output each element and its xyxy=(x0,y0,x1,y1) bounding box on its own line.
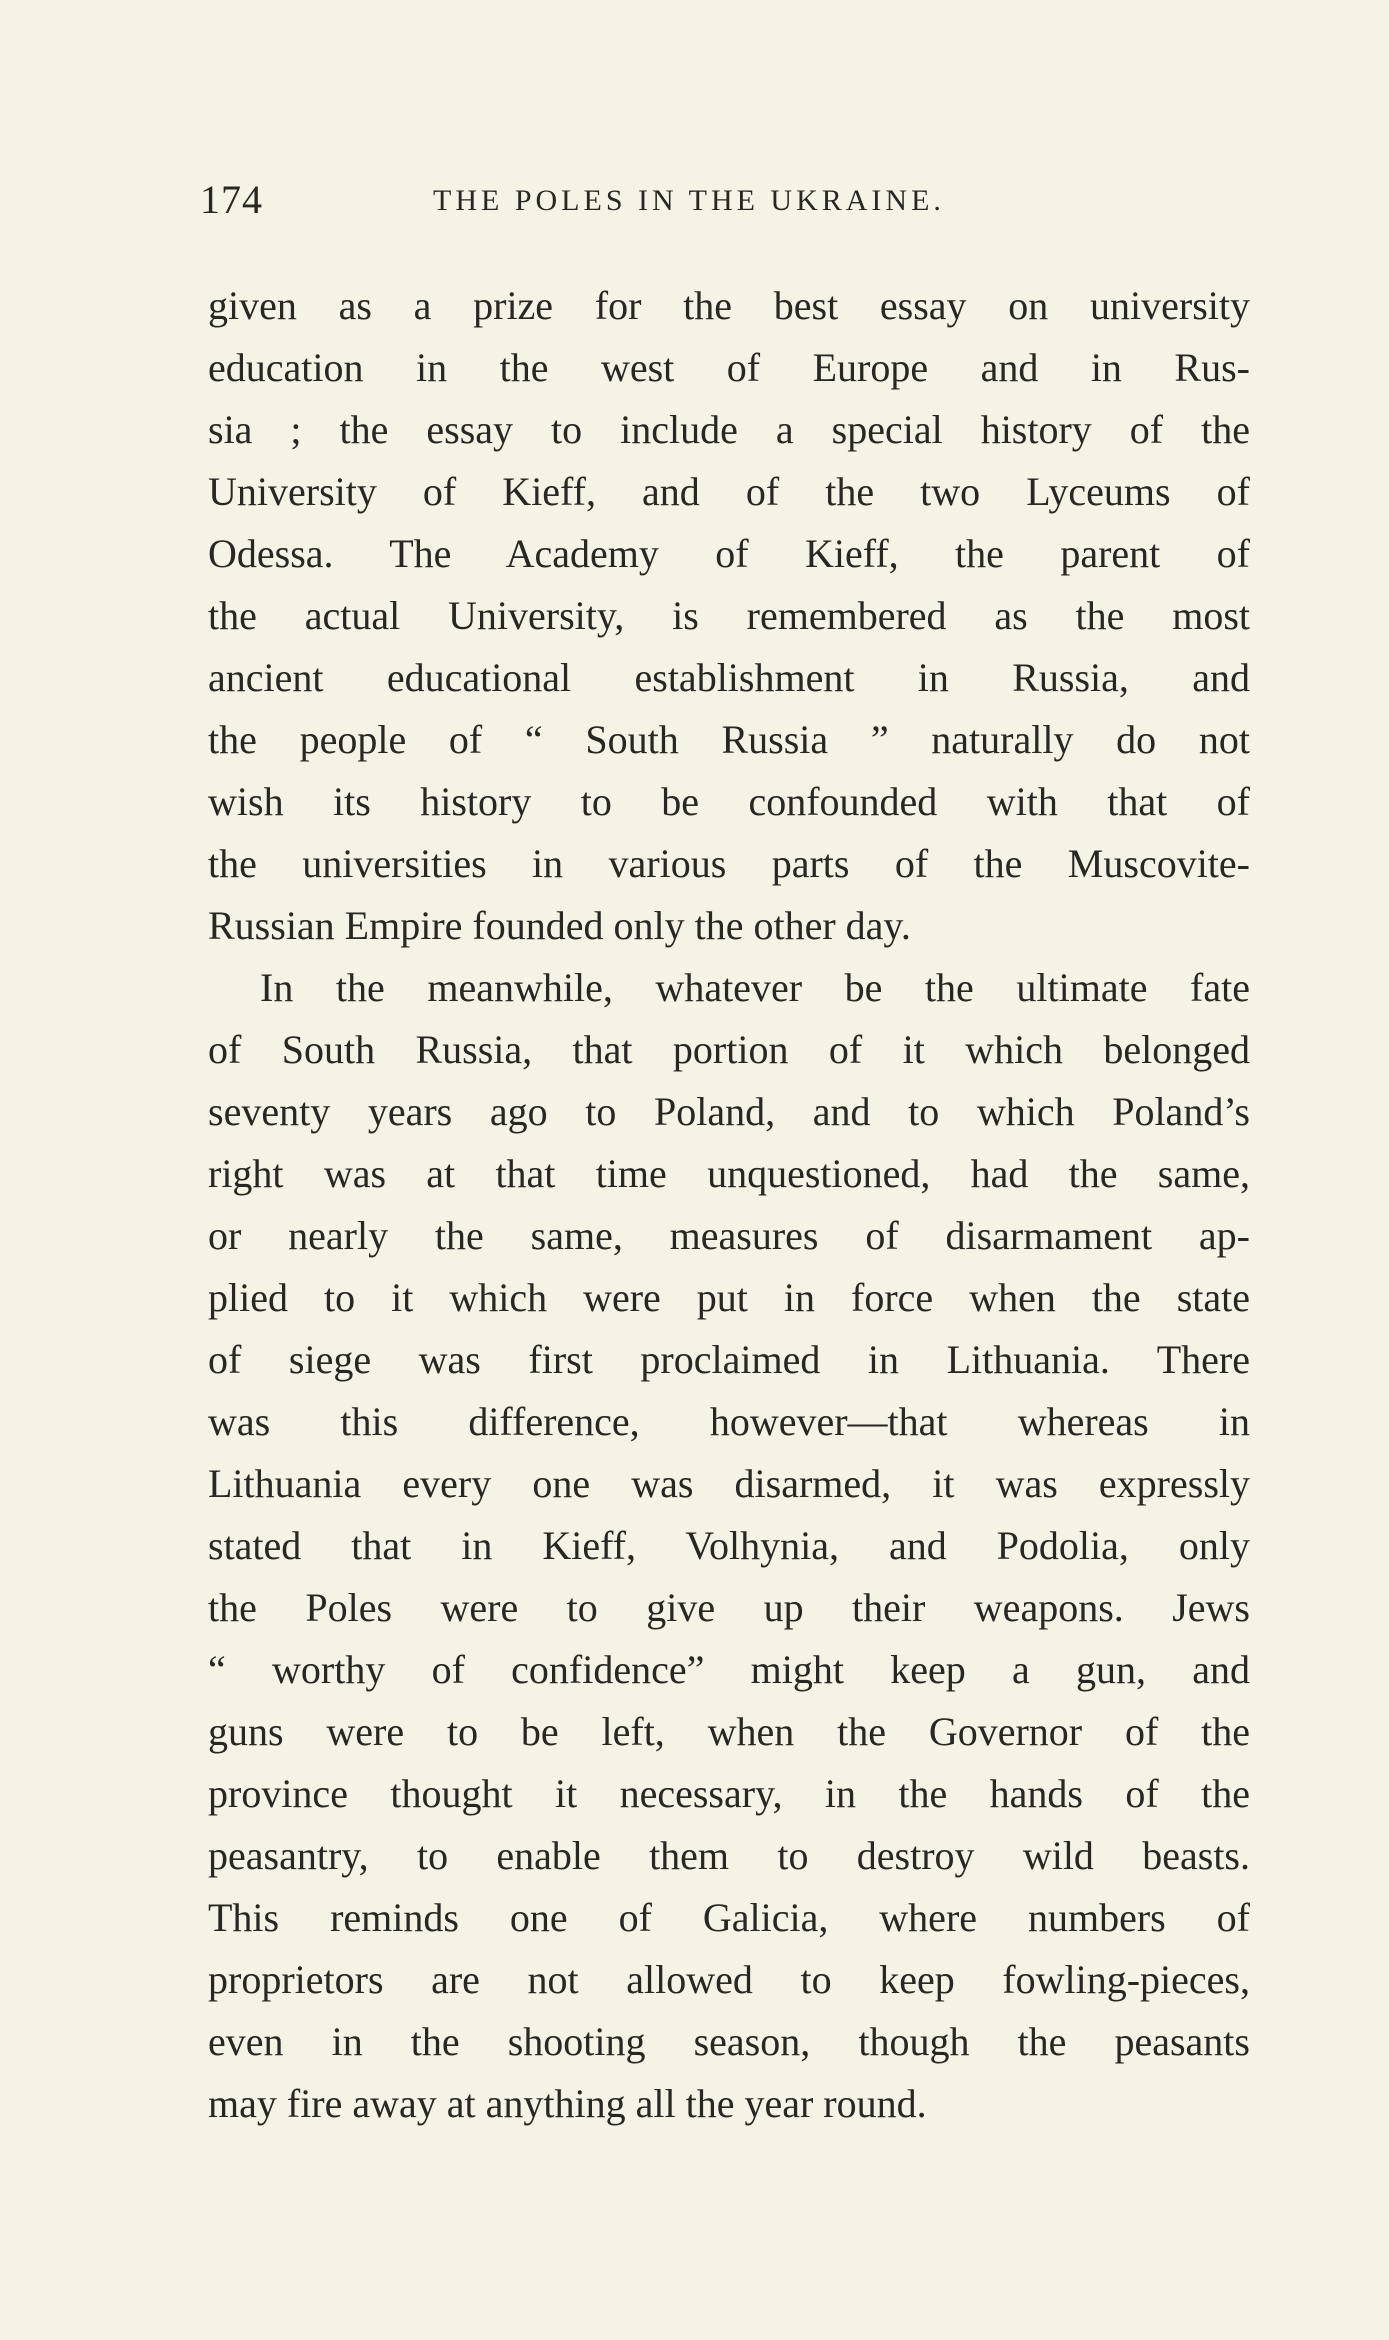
text-line: sia ; the essay to include a special history of the xyxy=(208,407,1250,452)
body-text xyxy=(208,275,1250,2135)
text-line: plied to it which were put in force when the state xyxy=(208,1275,1250,1320)
text-line: peasantry, to enable them to destroy wild beasts. xyxy=(208,1833,1250,1878)
text-line: University of Kieff, and of the two Lyceums of xyxy=(208,469,1250,514)
text-line: province thought it necessary, in the hands of the xyxy=(208,1771,1250,1816)
text-line: Russian Empire founded only the other day. xyxy=(208,903,911,948)
text-line: was this difference, however—that whereas in xyxy=(208,1399,1250,1444)
text-line: wish its history to be confounded with that of xyxy=(208,779,1250,824)
text-line: proprietors are not allowed to keep fowling-pieces, xyxy=(208,1957,1250,2002)
text-line: guns were to be left, when the Governor of the xyxy=(208,1709,1250,1754)
text-line: stated that in Kieff, Volhynia, and Podolia, only xyxy=(208,1523,1250,1568)
text-line: the universities in various parts of the Muscovite- xyxy=(208,841,1250,886)
text-line: of siege was first proclaimed in Lithuania. There xyxy=(208,1337,1250,1382)
text-line: the Poles were to give up their weapons. Jews xyxy=(208,1585,1250,1630)
text-line: the actual University, is remembered as the most xyxy=(208,593,1250,638)
text-line: “ worthy of confidence” might keep a gun, and xyxy=(208,1647,1250,1692)
text-line: Odessa. The Academy of Kieff, the parent of xyxy=(208,531,1250,576)
text-line: This reminds one of Galicia, where numbers of xyxy=(208,1895,1250,1940)
text-line: seventy years ago to Poland, and to which Poland’s xyxy=(208,1089,1250,1134)
text-line: of South Russia, that portion of it which belonged xyxy=(208,1027,1250,1072)
text-line: even in the shooting season, though the peasants xyxy=(208,2019,1250,2064)
running-head: THE POLES IN THE UKRAINE. xyxy=(433,184,945,217)
page-number: 174 xyxy=(200,177,263,222)
text-line: ancient educational establishment in Russia, and xyxy=(208,655,1250,700)
text-line: given as a prize for the best essay on university xyxy=(208,283,1250,328)
text-line: may fire away at anything all the year round. xyxy=(208,2081,927,2126)
text-line: Lithuania every one was disarmed, it was expressly xyxy=(208,1461,1250,1506)
page-header xyxy=(200,176,1250,226)
text-line: or nearly the same, measures of disarmament ap- xyxy=(208,1213,1250,1258)
text-line: right was at that time unquestioned, had the same, xyxy=(208,1151,1250,1196)
text-line: In the meanwhile, whatever be the ultimate fate xyxy=(260,965,1250,1010)
text-line: education in the west of Europe and in Rus- xyxy=(208,345,1250,390)
text-line: the people of “ South Russia ” naturally do not xyxy=(208,717,1250,762)
